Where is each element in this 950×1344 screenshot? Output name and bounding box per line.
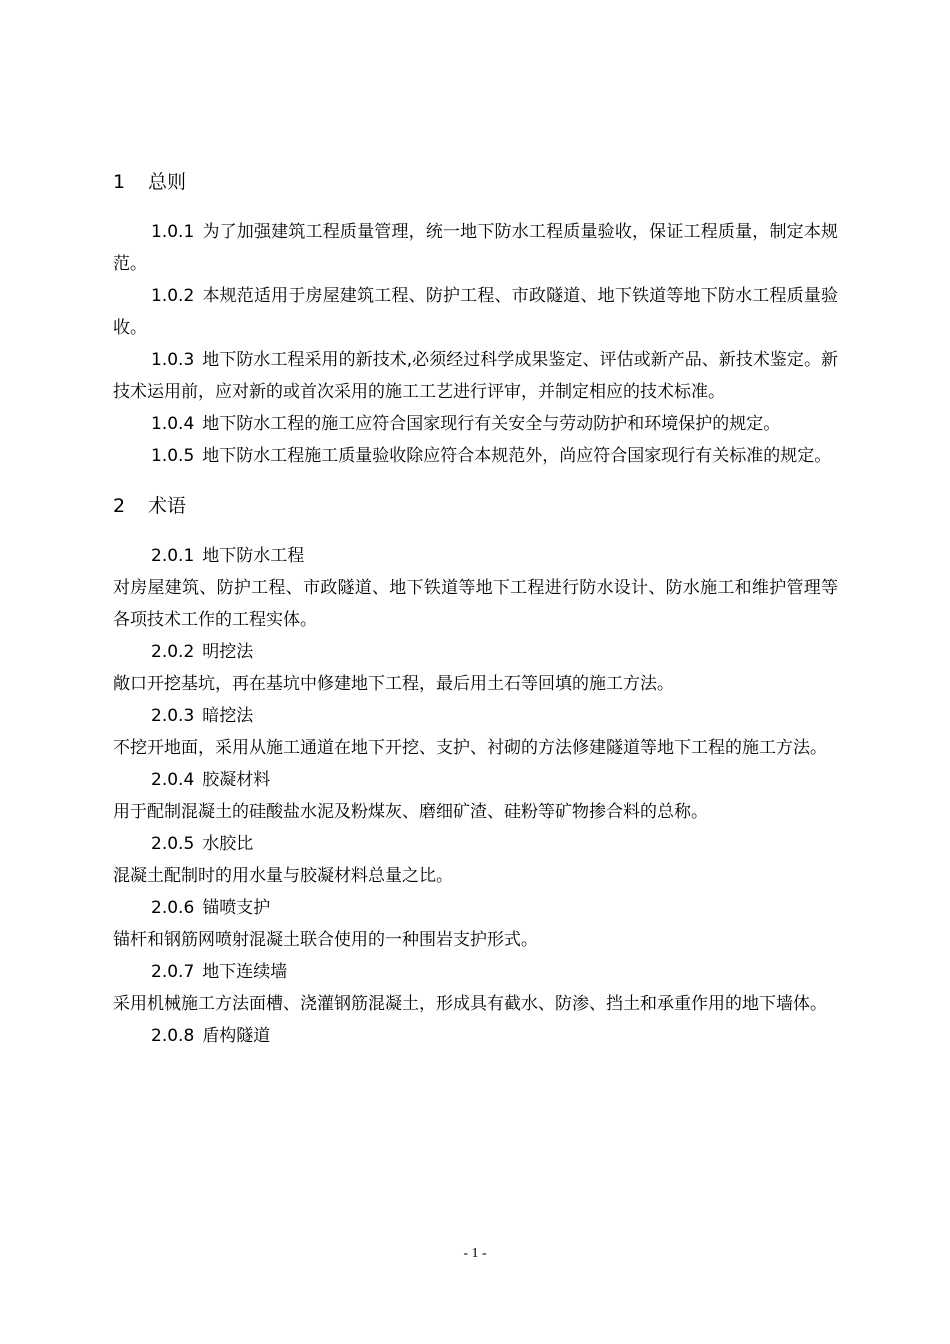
term-2-0-2-title: [113, 636, 838, 668]
term-2-0-5-definition: 混凝土配制时的用水量与胶凝材料总量之比。: [113, 866, 453, 886]
term-number: 2.0.6: [151, 898, 195, 918]
clause-1-0-5: [113, 440, 838, 472]
term-2-0-6-title: [113, 892, 838, 924]
clause-number: 1.0.5: [151, 446, 195, 466]
term-2-0-8-title: [113, 1020, 838, 1052]
term-name: 地下连续墙: [202, 962, 288, 982]
term-number: 2.0.8: [151, 1026, 195, 1046]
term-2-0-3-definition: 不挖开地面，采用从施工通道在地下开挖、支护、衬砌的方法修建隧道等地下工程的施工方法。: [113, 738, 827, 758]
clause-number: 1.0.1: [151, 222, 195, 242]
term-2-0-2-definition: 敞口开挖基坑，再在基坑中修建地下工程，最后用土石等回填的施工方法。: [113, 674, 674, 694]
clause-1-0-3: [113, 344, 838, 408]
clause-text: 本规范适用于房屋建筑工程、防护工程、市政隧道、地下铁道等地下防水工程质量验收。: [113, 286, 838, 338]
term-name: 胶凝材料: [202, 770, 271, 790]
term-2-0-4-title: [113, 764, 838, 796]
section-title: 总则: [148, 171, 187, 193]
clause-text: 地下防水工程的施工应符合国家现行有关安全与劳动防护和环境保护的规定。: [202, 414, 781, 434]
term-number: 2.0.1: [151, 546, 195, 566]
section-title: 术语: [148, 495, 187, 517]
clause-number: 1.0.3: [151, 350, 195, 370]
section-number: 1: [113, 171, 126, 193]
page-number: - 1 -: [463, 1246, 487, 1261]
clause-1-0-2: [113, 280, 838, 344]
section-heading-general: [113, 166, 838, 198]
term-number: 2.0.4: [151, 770, 195, 790]
term-2-0-6-definition: 锚杆和钢筋网喷射混凝土联合使用的一种围岩支护形式。: [113, 930, 538, 950]
term-name: 锚喷支护: [202, 898, 271, 918]
term-number: 2.0.3: [151, 706, 195, 726]
term-2-0-7-definition: 采用机械施工方法面槽、浇灌钢筋混凝土，形成具有截水、防渗、挡土和承重作用的地下墙体。: [113, 994, 827, 1014]
term-number: 2.0.5: [151, 834, 195, 854]
term-2-0-3-title: [113, 700, 838, 732]
term-2-0-1-definition: 对房屋建筑、防护工程、市政隧道、地下铁道等地下工程进行防水设计、防水施工和维护管理等各项技术工作的工程实体。: [113, 578, 838, 630]
clause-1-0-4: [113, 408, 838, 440]
term-number: 2.0.2: [151, 642, 195, 662]
term-name: 暗挖法: [202, 706, 254, 726]
term-name: 盾构隧道: [202, 1026, 271, 1046]
clause-text: 地下防水工程施工质量验收除应符合本规范外，尚应符合国家现行有关标准的规定。: [202, 446, 832, 466]
document-body: [113, 166, 838, 1052]
term-2-0-7-title: [113, 956, 838, 988]
term-name: 明挖法: [202, 642, 254, 662]
clause-number: 1.0.2: [151, 286, 195, 306]
clause-text: 地下防水工程采用的新技术,必须经过科学成果鉴定、评估或新产品、新技术鉴定。新技术运用前，应对新的或首次采用的施工工艺进行评审，并制定相应的技术标准。: [113, 350, 838, 402]
clause-1-0-1: [113, 216, 838, 280]
term-2-0-5-title: [113, 828, 838, 860]
term-2-0-1-title: [113, 540, 838, 572]
clause-number: 1.0.4: [151, 414, 195, 434]
term-name: 地下防水工程: [202, 546, 305, 566]
term-2-0-4-definition: 用于配制混凝土的硅酸盐水泥及粉煤灰、磨细矿渣、硅粉等矿物掺合料的总称。: [113, 802, 708, 822]
section-number: 2: [113, 495, 126, 517]
section-heading-terms: [113, 490, 838, 522]
term-number: 2.0.7: [151, 962, 195, 982]
term-name: 水胶比: [202, 834, 254, 854]
clause-text: 为了加强建筑工程质量管理，统一地下防水工程质量验收，保证工程质量，制定本规范。: [113, 222, 838, 274]
